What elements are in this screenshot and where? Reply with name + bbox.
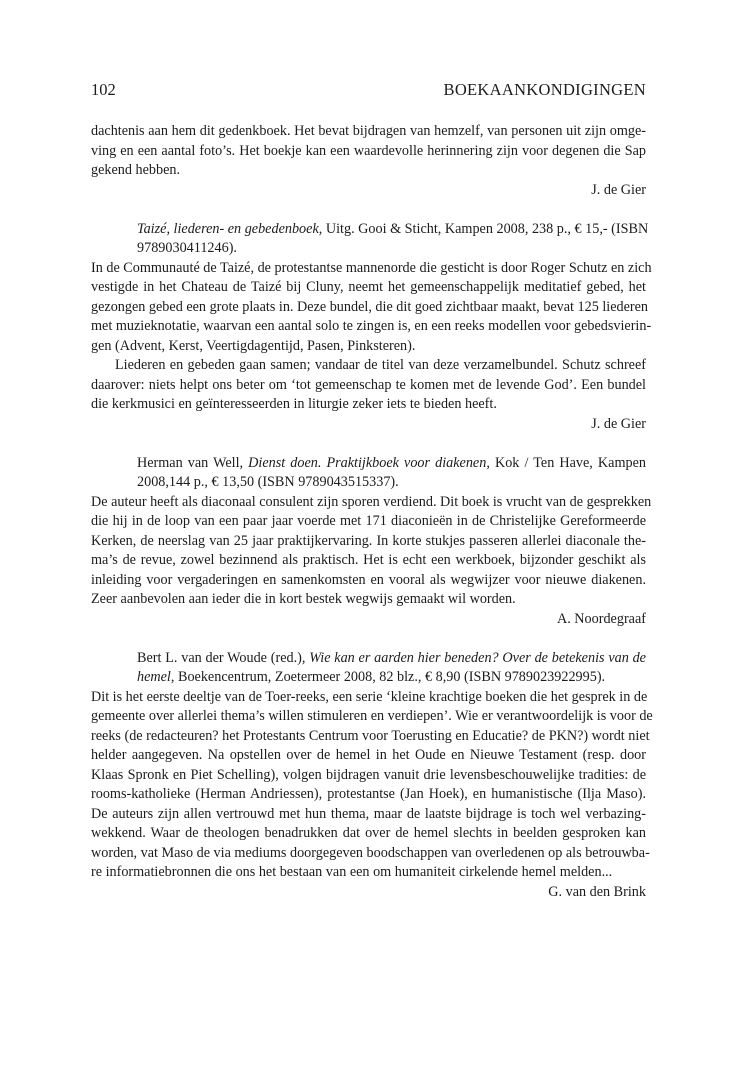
text-line: wekkend. Waar de theologen benadrukken dat over de hemel slechts in beelden gesproken kan [91, 825, 646, 841]
page-number: 102 [91, 80, 116, 99]
text-line: gekend hebben. [91, 162, 181, 178]
text-line: Dit is het eerste deeltje van de Toer-reeks, een serie ‘kleine krachtige boeken die het gesprek in de [91, 688, 648, 705]
text-line: De auteur heeft als diaconaal consulent zijn sporen verdiend. Dit boek is vrucht van de gesprekken [91, 493, 652, 510]
book-title: Taizé, liederen- en gebedenboek, [137, 220, 323, 237]
text-line: die hij in de loop van een paar jaar voerde met 171 diaconieën in de Christelijke Gereformeerde [91, 513, 646, 529]
text-line: die kerkmusici en geïnteresseerden in liturgie zeker iets te bieden heeft. [91, 396, 497, 412]
text-line: Zeer aanbevolen aan ieder die in kort bestek wegwijs gemaakt wil worden. [91, 591, 516, 607]
signature: A. Noordegraaf [556, 610, 646, 627]
text-line: Klaas Spronk en Piet Schelling), volgen bijdragen vanuit drie levensbeschouwelijke tradities: de [91, 766, 646, 783]
signature: J. de Gier [591, 415, 646, 432]
citation-line: Bert L. van der Woude (red.), Wie kan er aarden hier beneden? Over de betekenis van de [137, 649, 646, 666]
text-line: Kerken, de neerslag van 25 jaar praktijkervaring. In korte stukjes passeren allerlei diaconale the- [91, 532, 646, 549]
running-header [91, 80, 646, 100]
article-body [91, 122, 653, 902]
citation-line: 9789030411246). [137, 240, 237, 256]
text-line: gemeente over allerlei thema’s willen stimuleren en verdiepen’. Wie er verantwoordelijk is voor de [91, 708, 653, 724]
text-line: rooms-katholieke (Herman Andriessen), protestantse (Jan Hoek), en humanistische (Ilja Maso). [91, 786, 646, 802]
text-line: vestigde in het Chateau de Taizé bij Cluny, neemt het gemeenschappelijk meditatief gebed, het [91, 279, 646, 295]
running-title: BOEKAANKONDIGINGEN [443, 80, 646, 99]
citation-line: hemel, Boekencentrum, Zoetermeer 2008, 82 blz., € 8,90 (ISBN 9789023922995). [137, 669, 606, 685]
text-line: met muzieknotatie, waarvan een aantal solo te zingen is, en een reeks modellen voor gebedsvierin- [91, 318, 652, 334]
book-title: Dienst doen. Praktijkboek voor diakenen, [248, 454, 490, 471]
signature: J. de Gier [591, 181, 646, 198]
text-line: helder aangegeven. Na opstellen over de hemel in het Oude en Nieuwe Testament (resp. door [91, 747, 646, 763]
text-line: reeks (de redacteuren? het Protestants Centrum voor Toerusting en Educatie? de PKN?) wordt niet [91, 727, 650, 744]
text-line: gen (Advent, Kerst, Veertigdagentijd, Pasen, Pinksteren). [91, 337, 416, 354]
text-line: worden, vat Maso de via mediums doorgegeven boodschappen van overledenen op als betrouwba- [91, 844, 650, 861]
intro-paragraph [91, 122, 646, 181]
text-line: daarover: niets helpt ons beter om ‘tot gemeenschap te komen met de levende God’. Een bundel [91, 376, 646, 393]
citation-line: Herman van Well, Dienst doen. Praktijkboek voor diakenen, Kok / Ten Have, Kampen [137, 454, 646, 471]
text-line: re informatiebronnen die ons het bestaan van een om humaniteit cirkelende hemel melden... [91, 864, 613, 880]
text-line: dachtenis aan hem dit gedenkboek. Het bevat bijdragen van hemzelf, van personen uit zijn omge- [91, 123, 646, 139]
citation-line: Taizé, liederen- en gebedenboek, Uitg. Gooi & Sticht, Kampen 2008, 238 p., € 15,- (ISBN [137, 220, 649, 237]
book-title: hemel [137, 669, 171, 685]
text-line: De auteurs zijn allen vertrouwd met hun thema, maar de laatste bijdrage is toch wel verbazing- [91, 805, 646, 822]
text-line: ma’s de revue, zowel bezinnend als praktisch. Het is echt een werkboek, bijzonder geschikt als [91, 552, 646, 568]
text-line: gezongen gebed een grote plaats in. Deze bundel, die dit goed zichtbaar maakt, bevat 125 liederen [91, 298, 649, 315]
review-taize [91, 220, 652, 435]
text-line: Liederen en gebeden gaan samen; vandaar de titel van deze verzamelbundel. Schutz schreef [115, 357, 646, 373]
review-wie-kan-er-aarden [91, 649, 653, 903]
signature: G. van den Brink [548, 883, 646, 900]
text-line: In de Communauté de Taizé, de protestantse mannenorde die gesticht is door Roger Schutz en zich [91, 259, 652, 276]
book-title: Wie kan er aarden hier beneden? Over de betekenis van de [309, 649, 646, 666]
text-line: inleiding voor vergaderingen en samenkomsten en vooral als wegwijzer voor nieuwe diakenen. [91, 571, 646, 588]
citation-line: 2008,144 p., € 13,50 (ISBN 9789043515337). [137, 474, 399, 490]
review-dienst-doen [91, 454, 652, 630]
text-line: ving en een aantal foto’s. Het boekje kan een waardevolle herinnering zijn voor degenen die Sap [91, 142, 646, 159]
